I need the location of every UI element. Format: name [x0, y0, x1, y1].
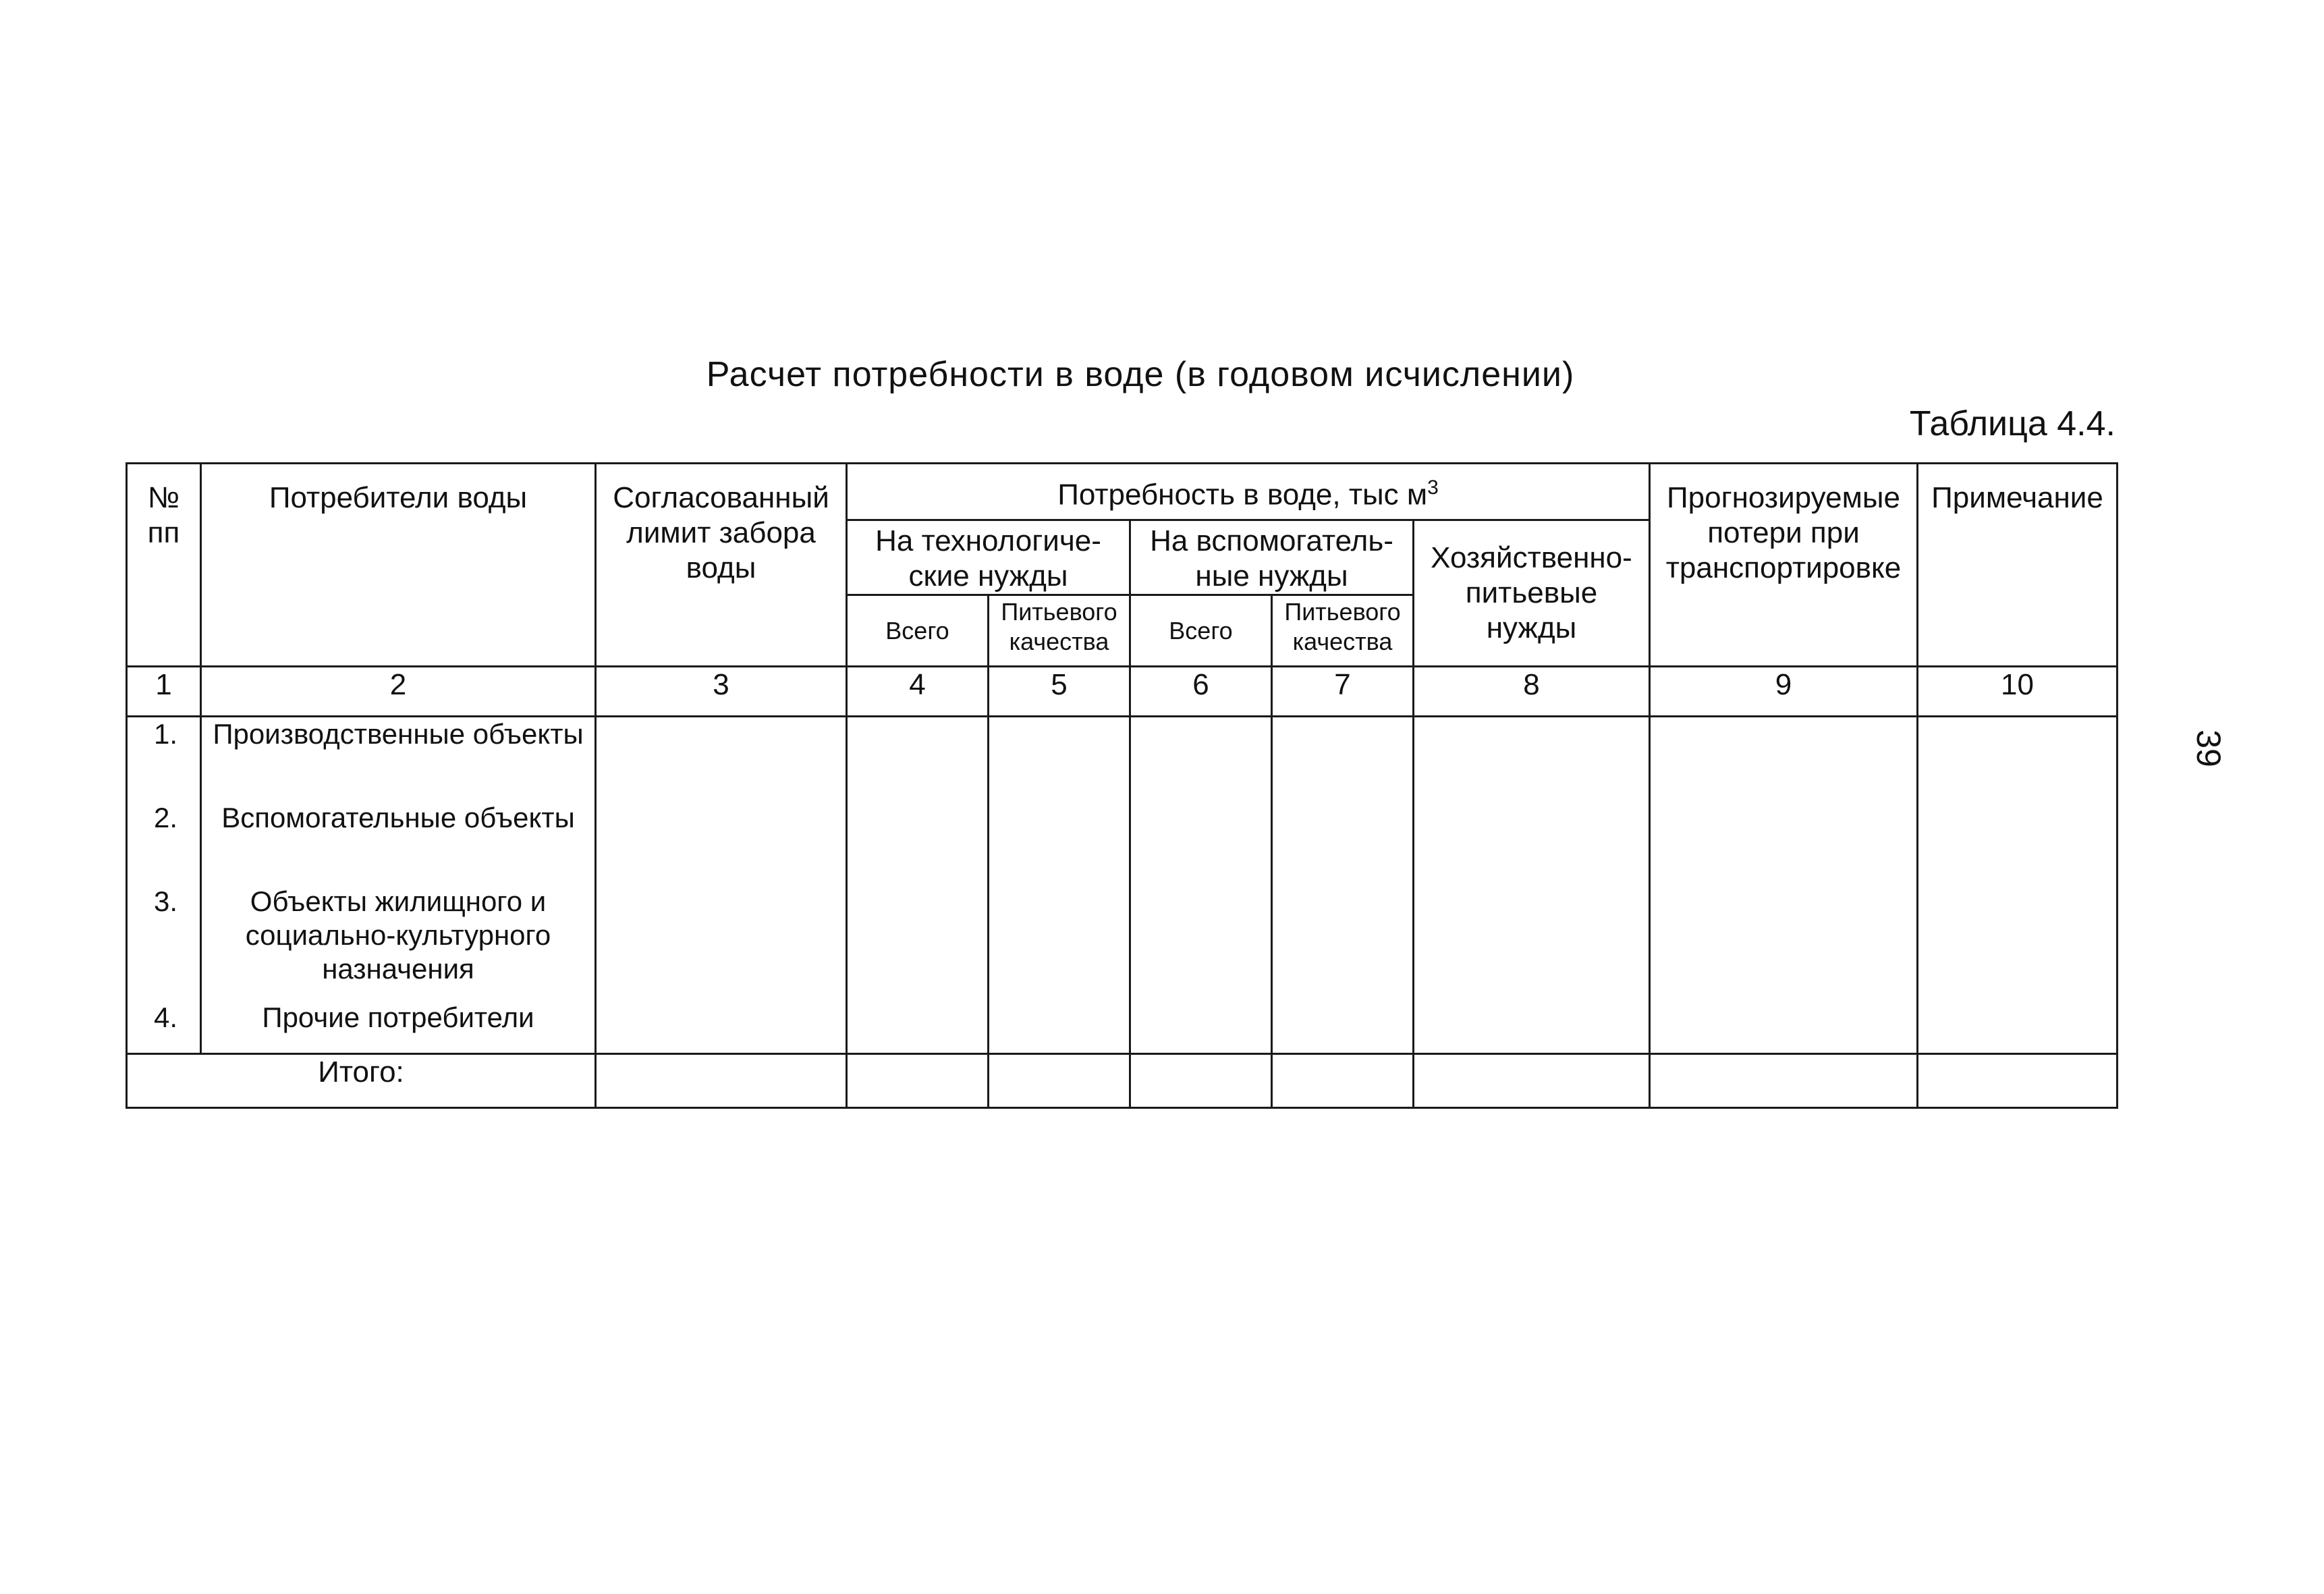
header-demand	[847, 464, 1650, 520]
cell-household	[1414, 717, 1650, 1054]
header-tech-potable: Питьевого качества	[989, 595, 1130, 667]
total-cell	[989, 1054, 1130, 1108]
row-numbers	[127, 717, 201, 1054]
column-number: 1	[127, 667, 201, 717]
row-number: 2.	[153, 802, 178, 833]
column-number: 7	[1272, 667, 1414, 717]
cell-tech-potable	[989, 717, 1130, 1054]
header-consumers: Потребители воды	[201, 464, 596, 667]
total-cell	[1414, 1054, 1650, 1108]
water-demand-table	[126, 462, 2118, 1109]
header-aux-potable: Питьевого качества	[1272, 595, 1414, 667]
column-number: 8	[1414, 667, 1650, 717]
page-number: 39	[2189, 730, 2228, 767]
table-title: Расчет потребности в воде (в годовом исчислении)	[706, 355, 1575, 394]
total-cell	[1130, 1054, 1272, 1108]
row-number: 1.	[153, 718, 178, 750]
total-label: Итого:	[127, 1054, 596, 1108]
header-tech-total: Всего	[847, 595, 989, 667]
total-row	[127, 1054, 2118, 1108]
column-number: 10	[1918, 667, 2118, 717]
row-number: 3.	[153, 885, 178, 917]
total-cell	[1918, 1054, 2118, 1108]
column-number: 4	[847, 667, 989, 717]
cell-limit	[596, 717, 847, 1054]
column-number: 3	[596, 667, 847, 717]
table-body-row	[127, 717, 2118, 1054]
row-names	[201, 717, 596, 1054]
total-cell	[596, 1054, 847, 1108]
total-cell	[847, 1054, 989, 1108]
header-limit: Согласованный лимит забора воды	[596, 464, 847, 667]
header-demand-sup: 3	[1427, 476, 1439, 499]
column-number: 5	[989, 667, 1130, 717]
header-notes: Примечание	[1918, 464, 2118, 667]
header-tech: На технологиче-ские нужды	[847, 520, 1130, 595]
cell-notes	[1918, 717, 2118, 1054]
consumer-name: Объекты жилищного и социально-культурного назначения	[245, 885, 551, 985]
consumer-name: Производственные объекты	[213, 718, 584, 750]
header-demand-text: Потребность в воде, тыс м	[1057, 478, 1428, 512]
column-number: 2	[201, 667, 596, 717]
cell-tech-total	[847, 717, 989, 1054]
cell-aux-potable	[1272, 717, 1414, 1054]
cell-losses	[1650, 717, 1918, 1054]
column-number-row	[127, 667, 2118, 717]
total-cell	[1272, 1054, 1414, 1108]
header-household: Хозяйственно-питьевые нужды	[1414, 520, 1650, 667]
consumer-name: Прочие потребители	[262, 1001, 534, 1033]
header-aux: На вспомогатель-ные нужды	[1130, 520, 1414, 595]
table-label: Таблица 4.4.	[1909, 404, 2115, 443]
header-losses: Прогнозируемые потери при транспортировке	[1650, 464, 1918, 667]
column-number: 6	[1130, 667, 1272, 717]
header-aux-total: Всего	[1130, 595, 1272, 667]
column-number: 9	[1650, 667, 1918, 717]
total-cell	[1650, 1054, 1918, 1108]
cell-aux-total	[1130, 717, 1272, 1054]
consumer-name: Вспомогательные объекты	[221, 802, 575, 833]
row-number: 4.	[153, 1001, 178, 1033]
header-num: № пп	[127, 464, 201, 667]
